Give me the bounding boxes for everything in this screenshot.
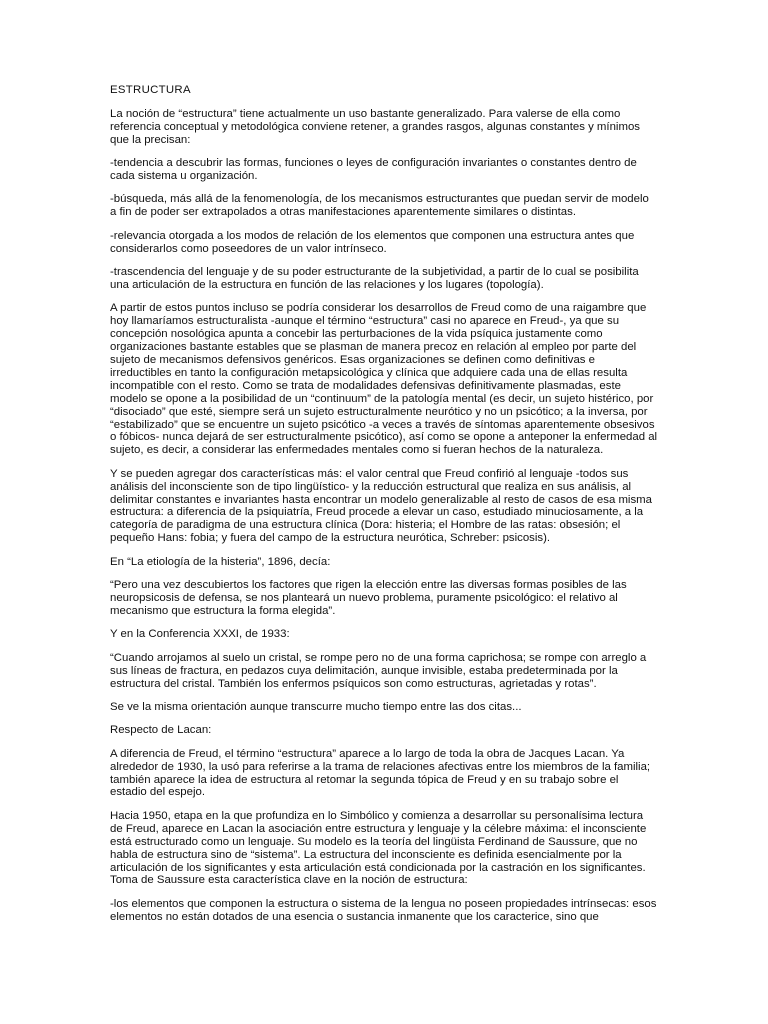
paragraph-item-language: -trascendencia del lenguaje y de su poder estructurante de la subjetividad, a partir de lo cual se posibilita una articulación de la estructura en función de las relaciones y los lugares (topología). — [110, 266, 639, 291]
paragraph-freud-characteristics: Y se pueden agregar dos características más: el valor central que Freud confirió al lenguaje -todos sus análisis del inconsciente son de tipo lingüístico- y la reducción estructural que realiza en sus análisis, al delimitar constantes e invariantes hasta encontrar un modelo generalizable al resto de casos de esa misma estructura: a diferencia de la psiquiatría, Freud procede a elevar un caso, estudiado minuciosamente, a la categoría de paradigma de una estructura clínica (Dora: histeria; el Hombre de las ratas: obsesión; el pequeño Hans: fobia; y fuera del campo de la estructura neurótica, Schreber: psicosis). — [110, 467, 652, 545]
paragraph-lacan-heading: Respecto de Lacan: — [110, 724, 212, 737]
quote-crystal: “Cuando arrojamos al suelo un cristal, se rompe pero no de una forma caprichosa; se rompe con arreglo a sus líneas de fractura, en pedazos cuya delimitación, aunque invisible, estaba predeterminada por la estructura del cristal. También los enfermos psíquicos son como estructuras, agrietadas y rotas”. — [110, 651, 647, 690]
paragraph-item-mechanisms: -búsqueda, más allá de la fenomenología, de los mecanismos estructurantes que puedan servir de modelo a fin de poder ser extrapolados a otras manifestaciones aparentemente similares o distintas. — [110, 193, 649, 219]
quote-etiology: “Pero una vez descubiertos los factores que rigen la elección entre las diversas formas posibles de las neuropsicosis de defensa, se nos planteará un nuevo problema, puramente psicológico: el relativo al mecanismo que estructura la forma elegida”. — [110, 579, 627, 617]
paragraph-conference-intro: Y en la Conferencia XXXI, de 1933: — [110, 628, 290, 641]
document-title: ESTRUCTURA — [110, 84, 191, 96]
paragraph-freud-structuralist: A partir de estos puntos incluso se podría considerar los desarrollos de Freud como de una raigambre que hoy llamaríamos estructuralista -aunque el término “estructura” casi no aparece en Freud-, ya que su concepción nosológica apunta a concebir las perturbaciones de la vida psíquica justamente como organizaciones bastante estables que se plasman de manera precoz en relación al empleo por parte del sujeto de mecanismos defensivos genéricos. Esas organizaciones se definen como definitivas e irreductibles en tanto la configuración metapsicológica y clínica que adquiere cada una de ellas resulta incompatible con el resto. Como se trata de modalidades defensivas definitivamente plasmadas, este modelo se opone a la posibilidad de un “continuum” de la patología mental (es decir, un sujeto histérico, por “disociado” que esté, siempre será un sujeto estructuralmente neurótico y no un psicótico; a la inversa, por “estabilizado” que se encuentre un sujeto psicótico -a veces a través de síntomas aparentemente obsesivos o fóbicos- nunca dejará de ser estructuralmente psicótico), así como se opone a anteponer la enfermedad al sujeto, es decir, a considerar las enfermedades mentales como si fueran hechos de la naturaleza. — [110, 302, 658, 457]
paragraph-orientation: Se ve la misma orientación aunque transcurre mucho tiempo entre las dos citas... — [110, 700, 522, 713]
paragraph-etiology-intro: En “La etiología de la histeria”, 1896, decía: — [110, 555, 331, 568]
paragraph-lacan-1950: Hacia 1950, etapa en la que profundiza en lo Simbólico y comienza a desarrollar su personalísima lectura de Freud, aparece en Lacan la asociación entre estructura y lenguaje y la célebre máxima: el inconsciente está estructurado como un lenguaje. Su modelo es la teoría del lingüista Ferdinand de Saussure, que no habla de estructura sino de “sistema”. La estructura del inconsciente es definida esencialmente por la articulación de los significantes y esta articulación está condicionada por la castración en los significantes. Toma de Saussure esta característica clave en la noción de estructura: — [110, 809, 647, 887]
paragraph-lacan-structure: A diferencia de Freud, el término “estructura” aparece a lo largo de toda la obra de Jacques Lacan. Ya alrededor de 1930, la usó para referirse a la trama de relaciones afectivas entre los miembros de la familia; también aparece la idea de estructura al retomar la segunda tópica de Freud y en su trabajo sobre el estadio del espejo. — [110, 747, 651, 799]
document-page — [110, 84, 658, 934]
paragraph-saussure-elements: -los elementos que componen la estructura o sistema de la lengua no poseen propiedades intrínsecas: esos elementos no están dotados de una esencia o sustancia inmanente que los caracterice, sino que — [110, 897, 657, 923]
paragraph-item-forms: -tendencia a descubrir las formas, funciones o leyes de configuración invariantes o constantes dentro de cada sistema u organización. — [110, 157, 637, 183]
paragraph-item-relations: -relevancia otorgada a los modos de relación de los elementos que componen una estructura antes que considerarlos como poseedores de un valor intrínseco. — [110, 229, 635, 255]
paragraph-intro: La noción de “estructura” tiene actualmente un uso bastante generalizado. Para valerse de ella como referencia conceptual y metodológica conviene retener, a grandes rasgos, algunas constantes y mínimos que la precisan: — [110, 107, 640, 146]
